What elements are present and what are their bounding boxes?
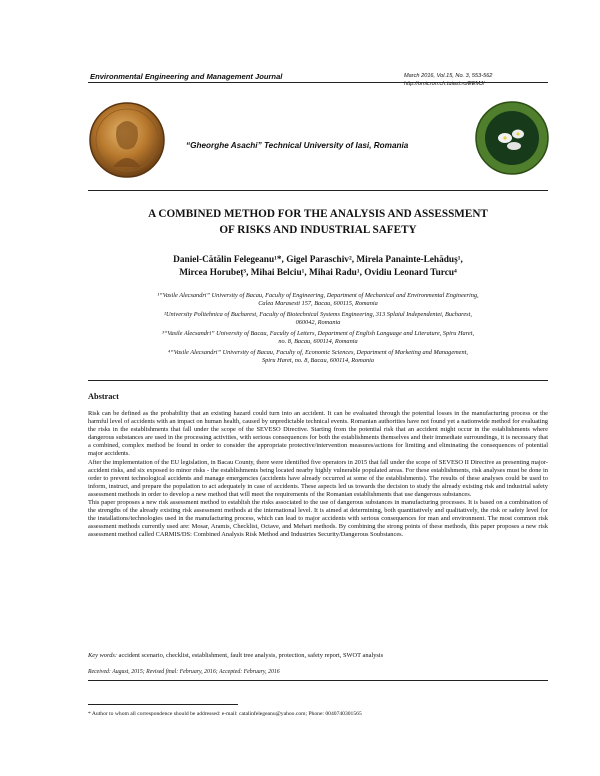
affiliation-line: ³“Vasile Alecsandri” University of Bacau, Faculty of Letters, Department of English Language and Literature, Spiru Haret, [161,330,475,337]
keywords-label: Key words: [88,652,118,659]
paper-title [88,206,548,238]
issue-info [404,72,544,88]
header-rule [88,82,548,83]
affiliation-line: ¹“Vasile Alecsandri” University of Bacau, Faculty of Engineering, Department of Mechanical and Environmental Engineering, [157,292,479,299]
footnote-rule [88,704,238,705]
university-name: “Gheorghe Asachi” Technical University of Iasi, Romania [186,141,409,150]
affiliation-line: no. 8, Bacau, 600114, Romania [278,338,358,346]
submission-dates: Received: August, 2015; Revised final: February, 2016; Accepted: February, 2016 [88,669,280,675]
abstract-heading: Abstract [88,392,119,401]
keywords-text: accident scenario, checklist, establishment, fault tree analysis, protection, safety report, SWOT analysis [117,652,384,659]
affiliation-line: 060042, Romania [295,319,341,327]
affiliation [88,311,548,327]
affiliation-line: Calea Marasesti 157, Bacau, 600115, Romania [258,300,378,308]
abstract-top-rule [88,380,548,381]
title-line: OF RISKS AND INDUSTRIAL SAFETY [219,224,417,236]
university-medal-logo [88,97,166,183]
abstract-paragraph: Risk can be defined as the probability that an existing hazard could turn into an accident. It can be evaluated through the potential losses in the manufacturing process or the harmful level of accidents with an impact on human health, caused by unpredictable technical events. Romanian authorities have not found yet a nationwide method for evaluating the risks in the establishments that fall under the scope of the SEVESO Directive. Starting from the potential risk that an accident might occur in the establishments where dangerous substances are used in the processing activities, with serious consequences for both the establishments themselves and their immediate surroundings, it is necessary that a combined, complex method be found in order to consider the appropriate protective/intervention measures/actions for limiting and eliminating the consequences of potential major accidents. [88,410,548,458]
affiliation [88,330,548,346]
abstract-bottom-rule [88,680,548,681]
journal-name: Environmental Engineering and Management Journal [90,72,283,81]
journal-emblem-logo [474,96,550,180]
affiliation-line: Spiru Haret, no. 8, Bacau, 600114, Romania [261,357,375,365]
journal-url[interactable]: http://omicron.ch.tuiasi.ro/EEMJ/ [404,81,485,87]
title-line: A COMBINED METHOD FOR THE ANALYSIS AND ASSESSMENT [148,208,488,220]
author-line: Mircea Horubeț³, Mihai Belciu¹, Mihai Radu¹, Ovidiu Leonard Turcu⁴ [179,268,457,278]
header-bottom-rule [88,190,548,191]
affiliation [88,349,548,365]
affiliation-line: ²University Politehnica of Bucharest, Faculty of Biotechnical Systems Engineering, 313 Splaiul Independentei, Bucharest, [164,311,472,318]
keywords [88,652,548,660]
author-list [88,254,548,280]
affiliation-line: ⁴“Vasile Alecsandri” University of Bacau, Faculty of, Economic Sciences, Department of Marketing and Management, [168,349,468,356]
abstract-body [88,410,548,540]
correspondence-footnote: * Author to whom all correspondence should be addressed: e-mail: catalinfelegeanu@yahoo.com; Phone: 0040740301565 [88,711,362,717]
abstract-paragraph: After the implementation of the EU legislation, in Bacau County, there were identified five operators in 2015 that fall under the scope of SEVESO II Directive as presenting major-accident risks, and six exposed to minor risks - the establishments being located nearby highly vulnerable populated areas. For these establishments, risk analyses must be done in order to prevent technological accidents and manage emergencies (accidents have already occurred at some of the establishments). The results of these analyses could be used to inform, instruct, and prepare the population to act adequately in case of accidents. These aspects led us towards the decision to study the already existing risk and industrial safety assessment methods in order to develop a new method that will meet the requirements of the Romanian establishments that use dangerous substances. [88,458,548,498]
issue-line: March 2016, Vol.15, No. 3, 553-562 [404,73,493,79]
abstract-paragraph: This paper proposes a new risk assessment method to establish the risks associated to the use of dangerous substances in manufacturing processes. It is based on a combination of the strengths of the already existing risk assessment methods at the international level. It is aimed at determining, both quantitatively and qualitatively, the risk or safety level for the installations/technologies used in the manufacturing process, which can lead to major accidents with serious consequences for man and environment. The most common risk assessment methods currently used are: Mosar, Aramis, Checklist, Octave, and Mehari methods. By combining the strong points of these methods, this paper proposes a new risk assessment method called CARMIS/DS: Combined Analysis Risk Method and Industries Security/Dangerous Soubstances. [88,499,548,539]
affiliation [88,292,548,308]
author-line: Daniel-Cătălin Felegeanu¹*, Gigel Paraschiv², Mirela Panainte-Lehăduș¹, [173,255,463,265]
